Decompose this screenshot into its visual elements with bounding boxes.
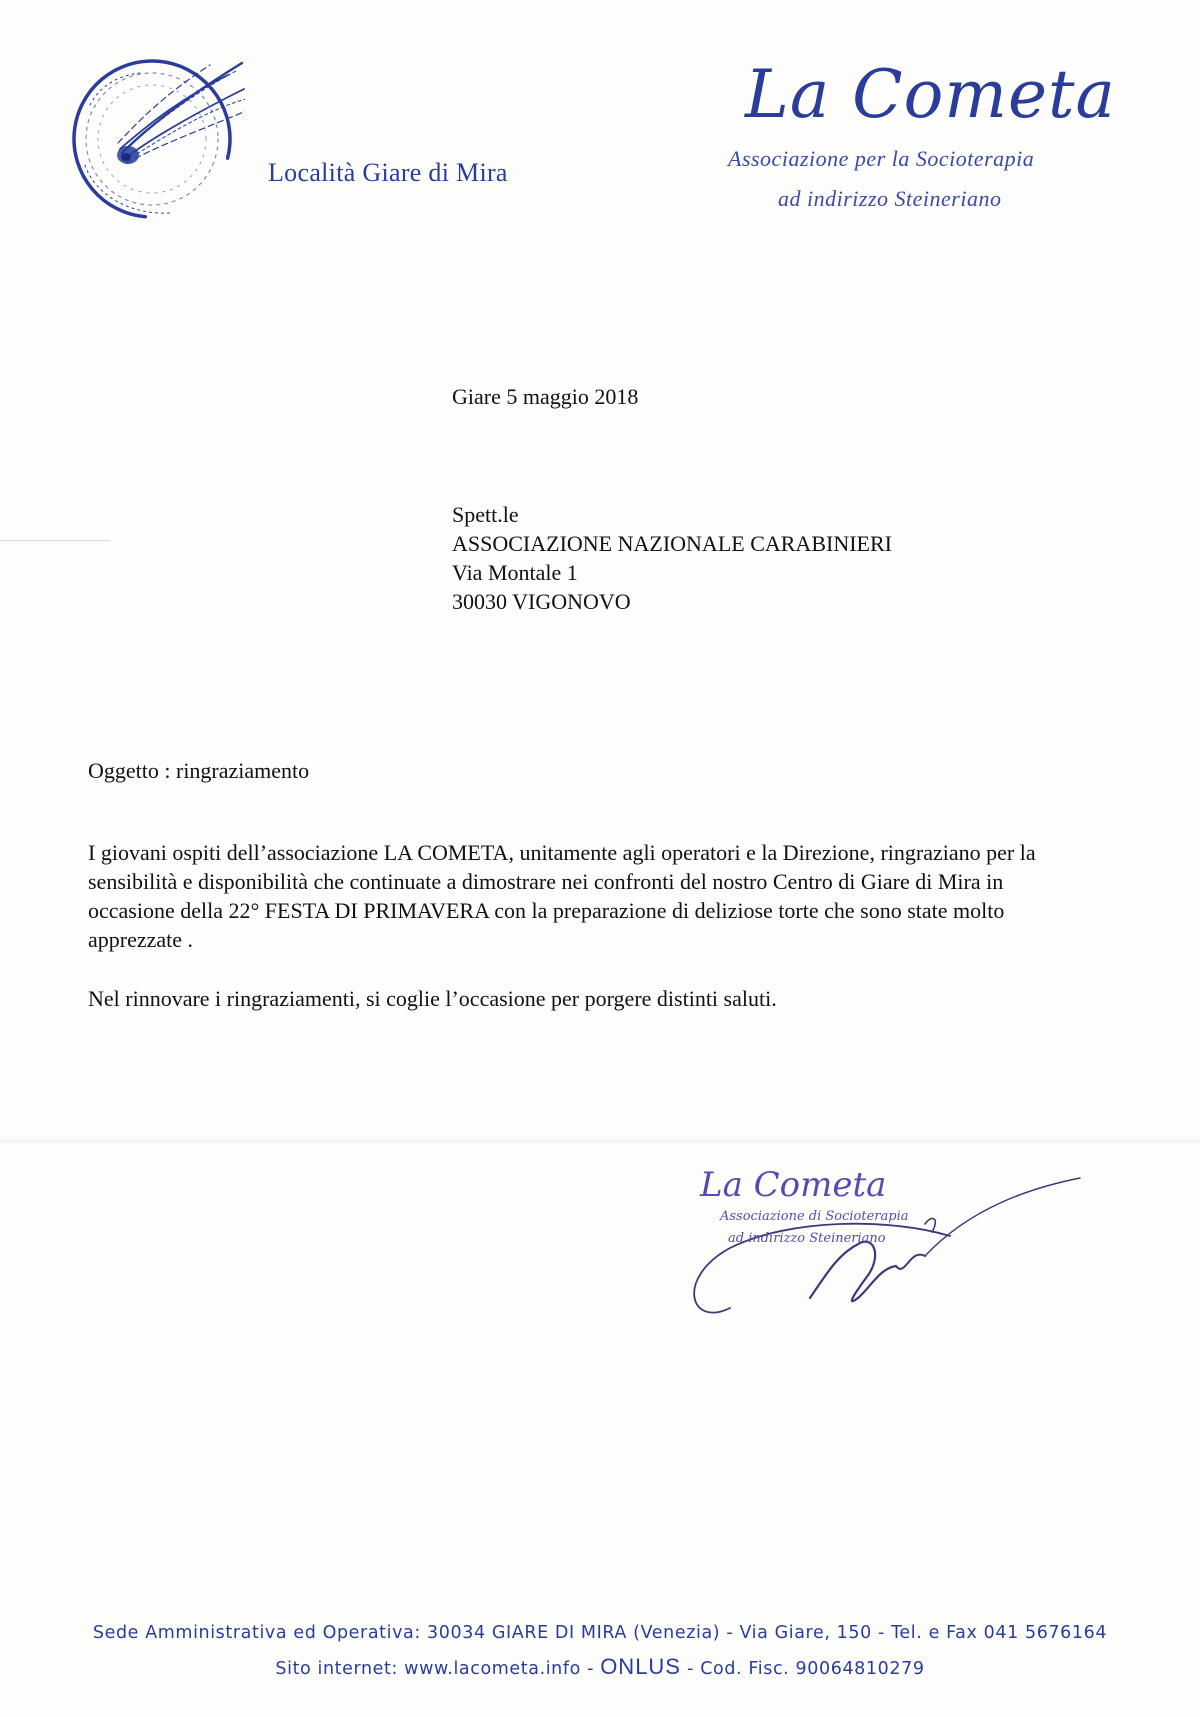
body-paragraph: Nel rinnovare i ringraziamenti, si coglie l’occasione per porgere distinti saluti. — [88, 986, 777, 1011]
footer-onlus: ONLUS — [600, 1654, 681, 1679]
footer-website — [0, 1654, 1200, 1680]
signature-stamp — [670, 1148, 1090, 1338]
brand-subtitle-line1: Associazione per la Socioterapia — [728, 146, 1035, 171]
letter-subject: Oggetto : ringraziamento — [88, 758, 310, 783]
footer-website-prefix: Sito internet: www.lacometa.info - — [275, 1659, 601, 1679]
scan-artifact-line — [0, 1138, 1200, 1144]
brand-subtitle-line2: ad indirizzo Steineriano — [778, 186, 1002, 211]
recipient-block — [452, 500, 892, 616]
footer-address: Sede Amministrativa ed Operativa: 30034 GIARE DI MIRA (Venezia) - Via Giare, 150 - Tel. e Fax 041 5676164 — [92, 1623, 1108, 1643]
body-paragraph: I giovani ospiti dell’associazione LA COMETA, unitamente agli operatori e la Direzione, ringraziano per la sensibilità e disponibilità che continuate a dimostrare nei confronti del nostro Centro di Giare di Mira in occasione della 22° FESTA DI PRIMAVERA con la preparazione di deliziose torte che sono state molto apprezzate . — [88, 840, 1036, 952]
footer-fiscal-code: - Cod. Fisc. 90064810279 — [680, 1659, 925, 1679]
stamp-line2: ad indirizzo Steineriano — [728, 1231, 886, 1246]
comet-logo-icon — [60, 45, 245, 230]
scan-artifact-edge — [0, 540, 110, 541]
letter-body — [88, 838, 1068, 1013]
stamp-title: La Cometa — [700, 1165, 887, 1205]
recipient-street: Via Montale 1 — [452, 560, 578, 585]
stamp-line1: Associazione di Socioterapia — [720, 1209, 909, 1224]
locality-text: Località Giare di Mira — [268, 158, 508, 187]
recipient-salutation: Spett.le — [452, 502, 519, 527]
recipient-name: ASSOCIAZIONE NAZIONALE CARABINIERI — [452, 531, 892, 556]
letter-date: Giare 5 maggio 2018 — [452, 384, 639, 409]
brand-title: La Cometa — [745, 56, 1116, 133]
recipient-city: 30030 VIGONOVO — [452, 589, 631, 614]
